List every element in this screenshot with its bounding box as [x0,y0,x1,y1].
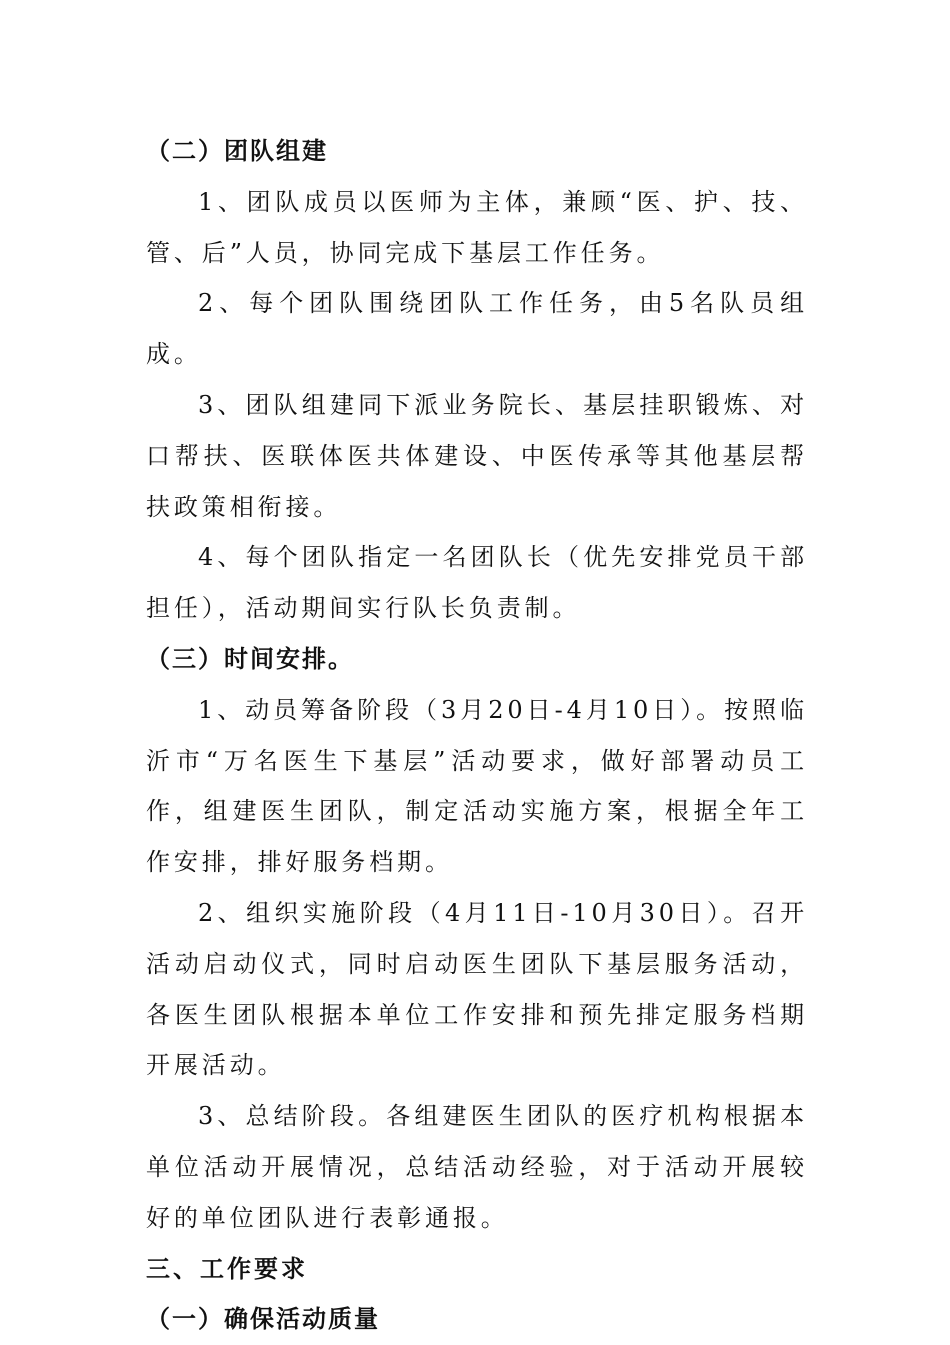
schedule-item-1: 1、动员筹备阶段（3月20日-4月10日）。按照临沂市“万名医生下基层”活动要求，做好部署动员工作，组建医生团队，制定活动实施方案，根据全年工作安排，排好服务档期。 [146,695,808,877]
document-body [146,126,808,1345]
team-item-2: 2、每个团队围绕团队工作任务，由5名队员组成。 [146,289,808,369]
section-heading-team-building: （二）团队组建 [146,136,328,165]
schedule-item-2: 2、组织实施阶段（4月11日-10月30日）。召开活动启动仪式，同时启动医生团队下基层服务活动，各医生团队根据本单位工作安排和预先排定服务档期开展活动。 [146,898,808,1080]
section-heading-quality: （一）确保活动质量 [146,1304,380,1334]
section-heading-requirements: 三、工作要求 [146,1253,308,1283]
schedule-item-3: 3、总结阶段。各组建医生团队的医疗机构根据本单位活动开展情况，总结活动经验，对于活动开展较好的单位团队进行表彰通报。 [146,1102,808,1232]
section-heading-schedule: （三）时间安排。 [146,643,354,673]
team-item-3: 3、团队组建同下派业务院长、基层挂职锻炼、对口帮扶、医联体医共体建设、中医传承等其他基层帮扶政策相衔接。 [146,390,808,521]
team-item-4: 4、每个团队指定一名团队长（优先安排党员干部担任），活动期间实行队长负责制。 [146,543,808,623]
team-item-1: 1、团队成员以医师为主体，兼顾“医、护、技、管、后”人员，协同完成下基层工作任务。 [146,187,808,267]
